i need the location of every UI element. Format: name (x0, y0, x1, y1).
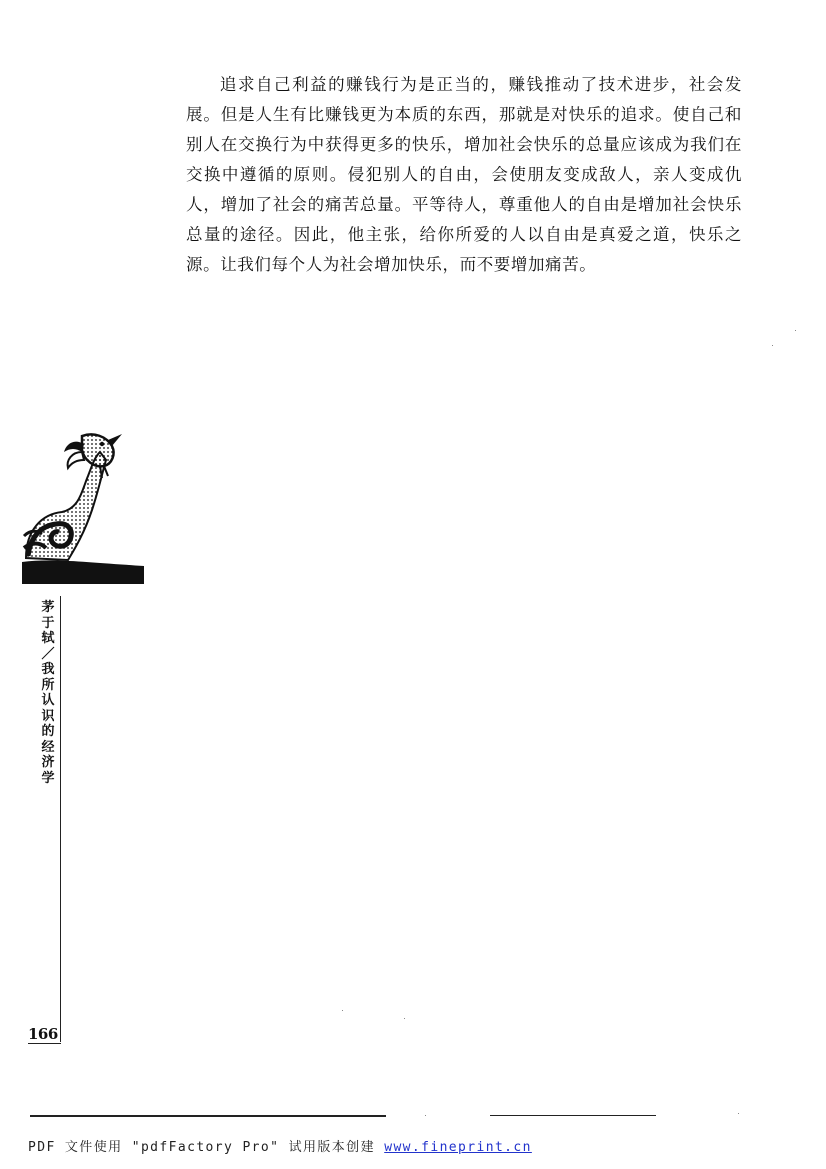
body-paragraph-text: 追求自己利益的赚钱行为是正当的，赚钱推动了技术进步，社会发展。但是人生有比赚钱更为本质的东西，那就是对快乐的追求。使自己和别人在交换行为中获得更多的快乐，增加社会快乐的总量应该成为我们在交换中遵循的原则。侵犯别人的自由，会使朋友变成敌人，亲人变成仇人，增加了社会的痛苦总量。平等待人，尊重他人的自由是增加社会快乐总量的途径。因此，他主张，给你所爱的人以自由是真爱之道，快乐之源。让我们每个人为社会增加快乐，而不要增加痛苦。 (186, 75, 742, 274)
footer-rule-right (490, 1115, 656, 1116)
footer-rule-left (30, 1115, 386, 1117)
page-number: 166 (28, 1025, 58, 1043)
scan-speck (342, 1010, 343, 1011)
scan-speck (425, 1115, 426, 1116)
scan-speck (738, 1113, 739, 1114)
footer-notice-text: PDF 文件使用 "pdfFactory Pro" 试用版本创建 (28, 1140, 385, 1155)
decorative-bird-ornament (22, 430, 144, 586)
body-paragraph (186, 70, 742, 280)
page-number-underline (28, 1043, 61, 1044)
vertical-book-title: 茅于轼／我所认识的经济学 (41, 600, 55, 786)
scan-speck (772, 345, 773, 346)
scan-speck (795, 330, 796, 331)
footer-notice (28, 1136, 532, 1155)
footer-link[interactable]: www.fineprint.cn (384, 1140, 532, 1155)
sidebar-divider (60, 596, 61, 1042)
scan-speck (404, 1018, 405, 1019)
